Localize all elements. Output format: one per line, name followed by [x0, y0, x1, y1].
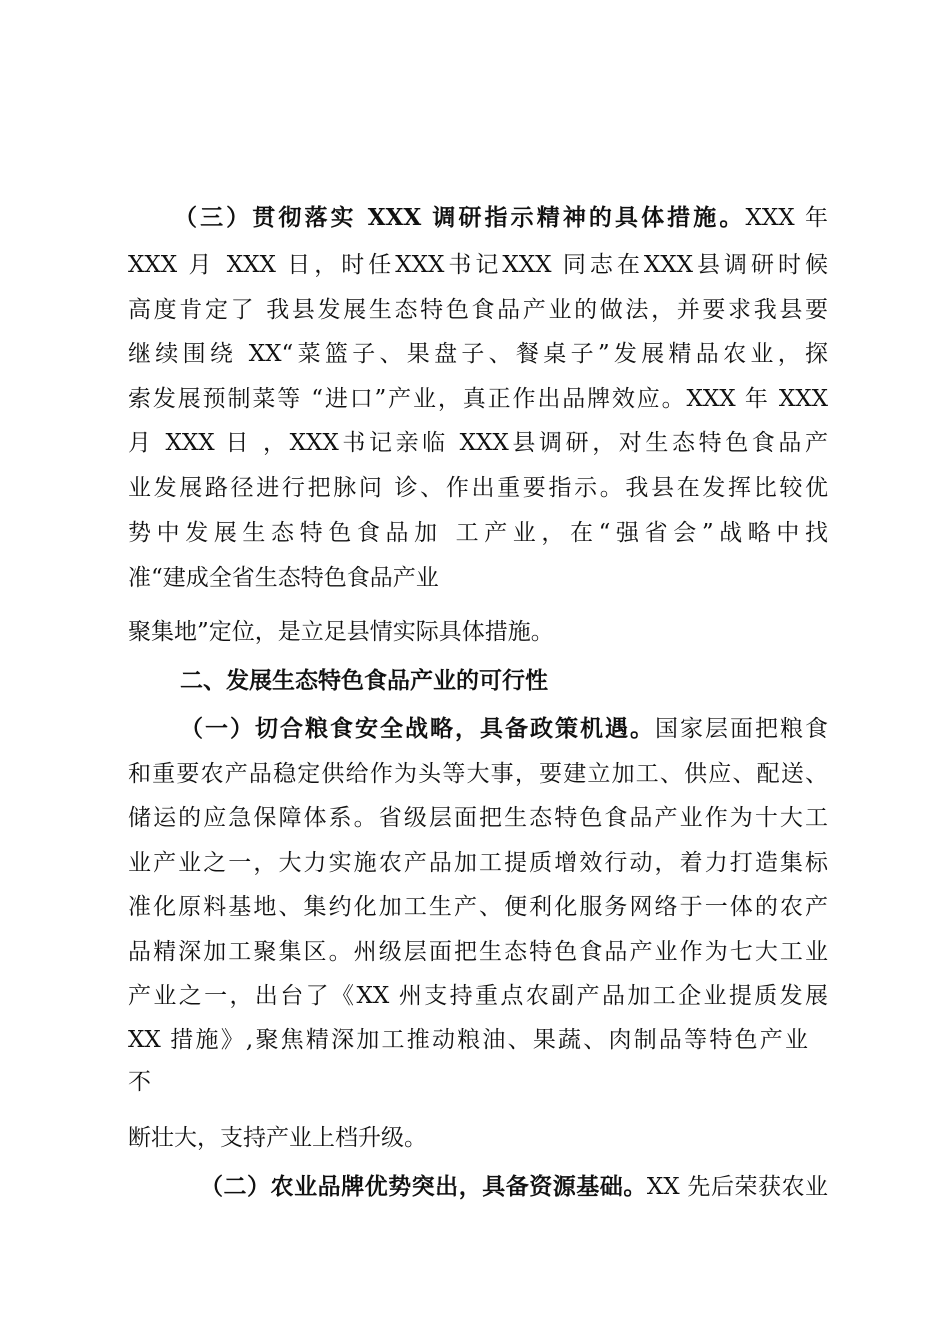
- section3-line-7: 势中发展生态特色食品加 工产业，在“强省会”战略中找: [128, 520, 828, 546]
- sub1-line-6: 产业之一，出台了《XX 州支持重点农副产品加工企业提质发展: [128, 983, 828, 1009]
- sub1-line-1: 和重要农产品稳定供给作为头等大事，要建立加工、供应、配送、: [128, 761, 828, 787]
- sub1-line-8: 不: [128, 1069, 151, 1095]
- section3-line-2: 高度肯定了 我县发展生态特色食品产业的做法，并要求我县要: [128, 297, 828, 323]
- sub2-first-line: [200, 1172, 828, 1202]
- section3-line-1: XXX 月 XXX 日，时任XXX书记XXX 同志在XXX县调研时候: [128, 252, 828, 278]
- sub1-line-5: 品精深加工聚集区。州级层面把生态特色食品产业作为七大工业: [128, 939, 828, 965]
- section3-line-4: 索发展预制菜等 “进口”产业，真正作出品牌效应。XXX 年 XXX: [128, 386, 828, 412]
- part2-heading: 二、发展生态特色食品产业的可行性: [180, 667, 548, 694]
- sub1-line-7: XX 措施》,聚焦精深加工推动粮油、果蔬、肉制品等特色产业: [128, 1027, 808, 1053]
- section3-line-8: 准“建成全省生态特色食品产业: [128, 565, 439, 591]
- sub1-line-4: 准化原料基地、集约化加工生产、便利化服务网络于一体的农产: [128, 894, 828, 920]
- sub1-first-line: [180, 714, 828, 744]
- section3-line-5: 月 XXX 日 ，XXX书记亲临 XXX县调研，对生态特色食品产: [128, 430, 828, 456]
- section3-heading: （三）贯彻落实 XXX 调研指示精神的具体措施。: [174, 204, 746, 231]
- sub1-line-9: 断壮大，支持产业上档升级。: [128, 1125, 427, 1151]
- section3-first-line: [174, 203, 828, 233]
- section3-line-6: 业发展路径进行把脉问 诊、作出重要指示。我县在发挥比较优: [128, 475, 828, 501]
- sub1-line-3: 业产业之一，大力实施农产品加工提质增效行动，着力打造集标: [128, 850, 828, 876]
- section3-line-3: 继续围绕 XX“菜篮子、果盘子、餐桌子”发展精品农业，探: [128, 341, 828, 367]
- sub2-line-0: XX 先后荣获农业: [646, 1174, 829, 1200]
- section3-line-0: XXX 年: [745, 205, 828, 231]
- section3-line-9: 聚集地”定位，是立足县情实际具体措施。: [128, 619, 554, 645]
- sub2-heading: （二）农业品牌优势突出，具备资源基础。: [200, 1173, 647, 1200]
- sub1-line-2: 储运的应急保障体系。省级层面把生态特色食品产业作为十大工: [128, 805, 828, 831]
- sub1-heading: （一）切合粮食安全战略，具备政策机遇。: [180, 715, 655, 742]
- sub1-line-0: 国家层面把粮食: [655, 716, 828, 742]
